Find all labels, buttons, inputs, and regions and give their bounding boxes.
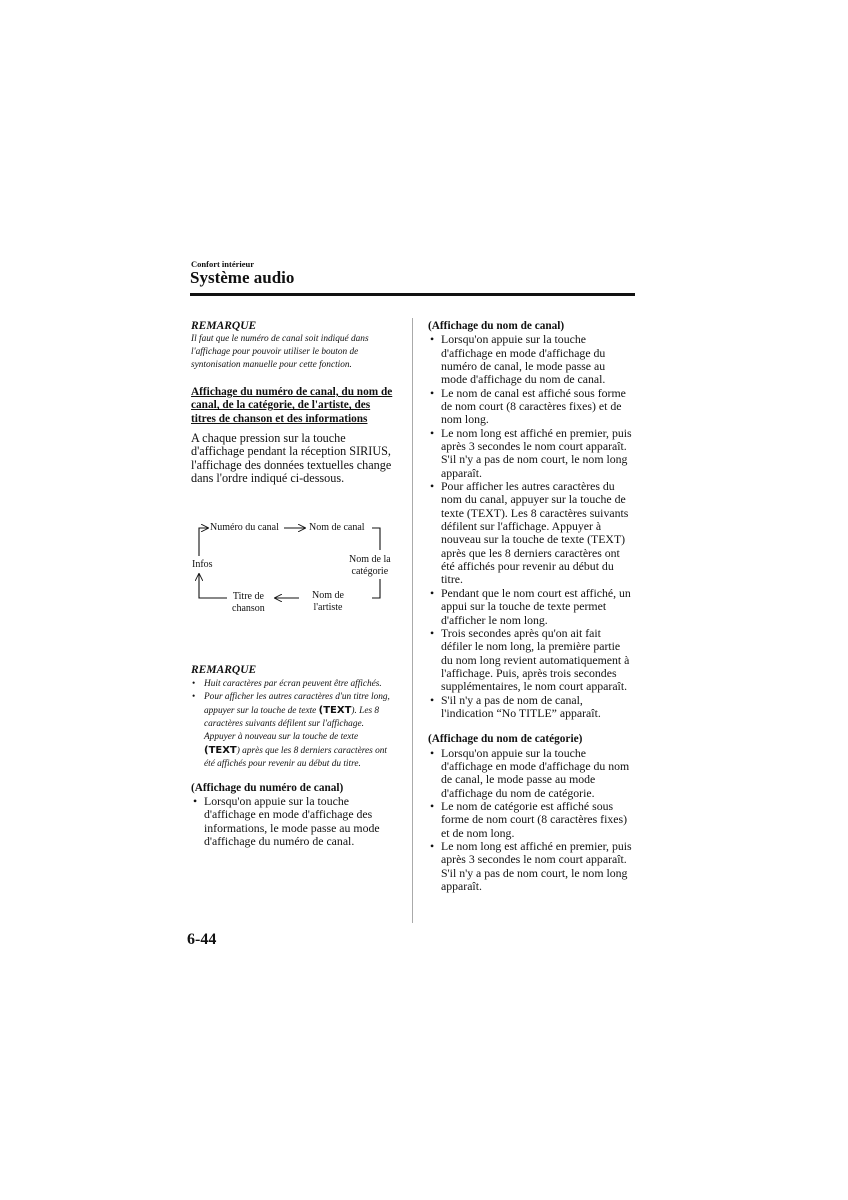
list-item: • Le nom long est affiché en premier, puis après 3 secondes le nom court apparaît. S'il n'y a pas de nom court, le nom long apparaît. [428,840,634,893]
diagram-artist-line2: l'artiste [313,601,343,613]
left-column [191,320,396,848]
note-item: • Huit caractères par écran peuvent être affichés. [191,678,396,691]
cycle-arrows [191,521,396,634]
category-section [428,733,634,893]
diagram-category-line2: catégorie [351,565,389,577]
list-item: • Pour afficher les autres caractères du nom du canal, appuyer sur la touche de texte (TEXT). Les 8 caractères suivants défilent sur l'affichage. Appuyer à nouveau sur la touche de texte (TEXT) après que les 8 derniers caractères ont été affichés pour revenir au début du titre. [428,480,634,587]
note-item-text: Pour afficher les autres caractères d'un titre long, appuyer sur la touche de texte [204,691,390,716]
note-text: Il faut que le numéro de canal soit indiqué dans l'affichage pour pouvoir utiliser le bouton de syntonisation manuelle pour cette fonction. [191,334,369,370]
note-item-text: ). Les 8 caractères suivants défilent sur l'affichage. Appuyer à nouveau sur la touche de texte [204,705,380,742]
channel-number-section [191,782,396,849]
column-divider [412,318,413,923]
display-cycle-diagram [191,521,396,634]
note-title: REMARQUE [191,320,257,332]
right-column [428,320,634,893]
list-item: • Le nom de catégorie est affiché sous forme de nom court (8 caractères fixes) et de nom long. [428,800,634,840]
list-item: • Lorsqu'on appuie sur la touche d'affichage en mode d'affichage du numéro de canal, le mode passe au mode d'affichage du nom de canal. [428,333,634,386]
diagram-song-line1: Titre de [232,590,264,602]
subsection-heading: (Affichage du nom de catégorie) [428,733,583,746]
bullet-list [191,795,396,848]
intro-paragraph: A chaque pression sur la touche d'affichage pendant la réception SIRIUS, l'affichage des données textuelles change dans l'ordre indiqué ci-dessous. [191,430,392,486]
subsection-heading: (Affichage du numéro de canal) [191,781,344,794]
section-heading: Affichage du numéro de canal, du nom de canal, de la catégorie, de l'artiste, des titres de chanson et des informations [191,386,393,425]
note-title: REMARQUE [191,663,257,676]
channel-name-section [428,320,634,720]
text-key-label: (TEXT [204,744,237,756]
note-item-text: ) après que les 8 derniers caractères ont été affichés pour revenir au début du titre. [204,745,387,769]
diagram-category [349,554,391,578]
list-item: • Lorsqu'on appuie sur la touche d'affichage en mode d'affichage des informations, le mode passe au mode d'affichage du numéro de canal. [191,795,396,848]
list-item: • Pendant que le nom court est affiché, un appui sur la touche de texte permet d'afficher le nom long. [428,587,634,627]
text-key-label: (TEXT [318,704,352,716]
list-item: • S'il n'y a pas de nom de canal, l'indication “No TITLE” apparaît. [428,694,634,721]
list-item: • Le nom long est affiché en premier, puis après 3 secondes le nom court apparaît. S'il n'y a pas de nom court, le nom long apparaît. [428,427,634,480]
section-label: Confort intérieur [191,259,255,269]
list-item: • Le nom de canal est affiché sous forme de nom court (8 caractères fixes) et de nom long. [428,387,634,427]
note-item [191,691,396,771]
note-block-1 [191,320,396,372]
list-item: • Trois secondes après qu'on ait fait défiler le nom long, la première partie du nom long revient automatiquement à l'affichage. Puis, après trois secondes supplémentaires, le nom court apparaît. [428,627,634,694]
note-block-2 [191,664,396,771]
bullet-list [428,747,634,894]
diagram-channel-number: Numéro du canal [210,521,279,533]
page-title: Système audio [190,268,295,287]
title-rule [190,293,635,296]
subsection-heading: (Affichage du nom de canal) [428,320,565,332]
diagram-channel-name: Nom de canal [309,521,365,533]
diagram-artist-line1: Nom de [312,589,344,601]
diagram-info: Infos [192,558,213,570]
page-number: 6-44 [187,931,217,948]
diagram-artist [312,590,344,614]
bullet-list [428,333,634,720]
list-item: • Lorsqu'on appuie sur la touche d'affichage en mode d'affichage du nom de canal, le mode passe au mode d'affichage du nom de catégorie. [428,747,634,800]
diagram-song-title [232,591,265,615]
note-list [191,678,396,771]
diagram-song-line2: chanson [232,602,265,614]
diagram-category-line1: Nom de la [349,553,391,565]
